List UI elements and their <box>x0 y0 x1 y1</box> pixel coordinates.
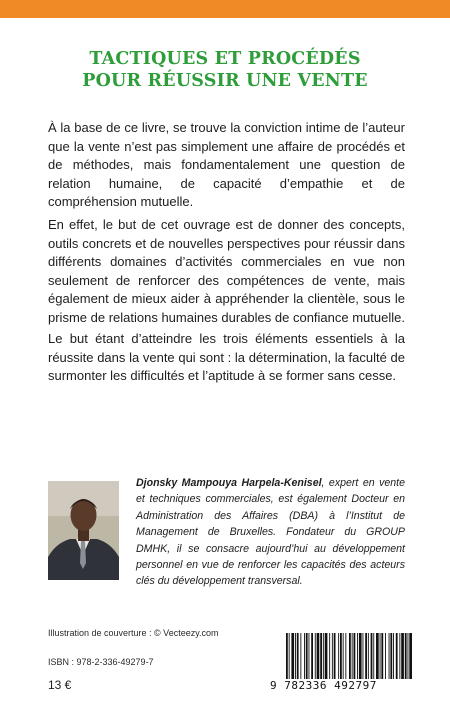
barcode-bar <box>286 633 288 679</box>
barcode-bar <box>338 633 339 679</box>
barcode-bar <box>352 633 353 679</box>
barcode-digits: 9 782336 492797 <box>270 679 377 692</box>
barcode-icon <box>284 633 414 679</box>
barcode-bar <box>359 633 362 679</box>
author-bio-text: , expert en vente et techniques commerciales, est également Docteur en Administration des Affaires (DBA) à l’Institut de Management de Bruxelles. Fondateur du GROUP DMHK, il se consacre aujourd’hui au développement personnel en vue de renforcer les capacités des acteurs clés du développement transversal. <box>136 477 405 588</box>
book-price: 13 € <box>48 678 72 692</box>
barcode-bar <box>291 633 294 679</box>
barcode-bar <box>332 633 333 679</box>
top-accent-bar <box>0 0 450 18</box>
barcode-bar <box>408 633 409 679</box>
barcode-bar <box>295 633 296 679</box>
isbn-number: ISBN : 978-2-336-49279-7 <box>48 657 154 667</box>
barcode-bar <box>343 633 344 679</box>
barcode-bar <box>390 633 392 679</box>
barcode-bar <box>363 633 364 679</box>
summary-paragraph-3: Le but étant d’atteindre les trois éléments essentiels à la réussite dans la vente qui sont : la détermination, la faculté de surmonter les difficultés et l’aptitude à se former sans cesse. <box>48 331 405 384</box>
barcode-bar <box>304 633 305 679</box>
barcode-bar <box>340 633 342 679</box>
author-portrait-icon <box>48 481 119 580</box>
barcode-bar <box>368 633 369 679</box>
barcode-bar <box>405 633 407 679</box>
barcode-bar <box>380 633 381 679</box>
barcode-bar <box>345 633 346 679</box>
title-line-1: TACTIQUES ET PROCÉDÉS <box>89 49 361 69</box>
barcode-bar <box>334 633 336 679</box>
barcode-bar <box>365 633 367 679</box>
barcode-bar <box>300 633 301 679</box>
barcode-bar <box>354 633 356 679</box>
barcode-bar <box>289 633 290 679</box>
barcode-bar <box>389 633 390 679</box>
barcode-bar <box>396 633 398 679</box>
barcode-bar <box>409 633 412 679</box>
barcode-bar <box>311 633 313 679</box>
barcode-bar <box>373 633 374 679</box>
cover-illustration-credit: Illustration de couverture : © Vecteezy.com <box>48 628 219 638</box>
barcode-bar <box>357 633 358 679</box>
barcode-bar <box>381 633 383 679</box>
barcode-bar <box>297 633 299 679</box>
barcode-bar <box>376 633 379 679</box>
title-line-2: POUR RÉUSSIR UNE VENTE <box>82 71 368 91</box>
author-photo <box>48 481 119 580</box>
barcode-bar <box>399 633 400 679</box>
barcode-bar <box>320 633 322 679</box>
barcode-bar <box>385 633 386 679</box>
barcode-bar <box>323 633 324 679</box>
barcode-bar <box>349 633 351 679</box>
barcode-bar <box>306 633 308 679</box>
author-bio <box>136 475 405 590</box>
author-name: Djonsky Mampouya Harpela-Kenisel <box>136 477 322 489</box>
summary-paragraph-1: À la base de ce livre, se trouve la conviction intime de l’auteur que la vente n’est pas simplement une affaire de procédés et de méthodes, mais fondamentalement une question de relation humaine, de capacité d’empathie et de compréhension mutuelle. <box>48 120 405 210</box>
book-title <box>0 48 450 92</box>
barcode-bar <box>401 633 404 679</box>
barcode-bar <box>315 633 316 679</box>
barcode-bar <box>325 633 328 679</box>
barcode-bar <box>329 633 330 679</box>
barcode-bar <box>309 633 310 679</box>
barcode-bar <box>393 633 394 679</box>
barcode-bar <box>371 633 373 679</box>
summary-paragraph-2: En effet, le but de cet ouvrage est de donner des concepts, outils concrets et de nouvelles perspectives pour réussir dans différents domaines d’activités commerciales en vue non seulement de renforcer des compétences de vente, mais également de mieux aider à appréhender la clientèle, sous le prisme de relations humaines durables de confiance mutuelle. <box>48 217 405 325</box>
barcode-bar <box>317 633 320 679</box>
